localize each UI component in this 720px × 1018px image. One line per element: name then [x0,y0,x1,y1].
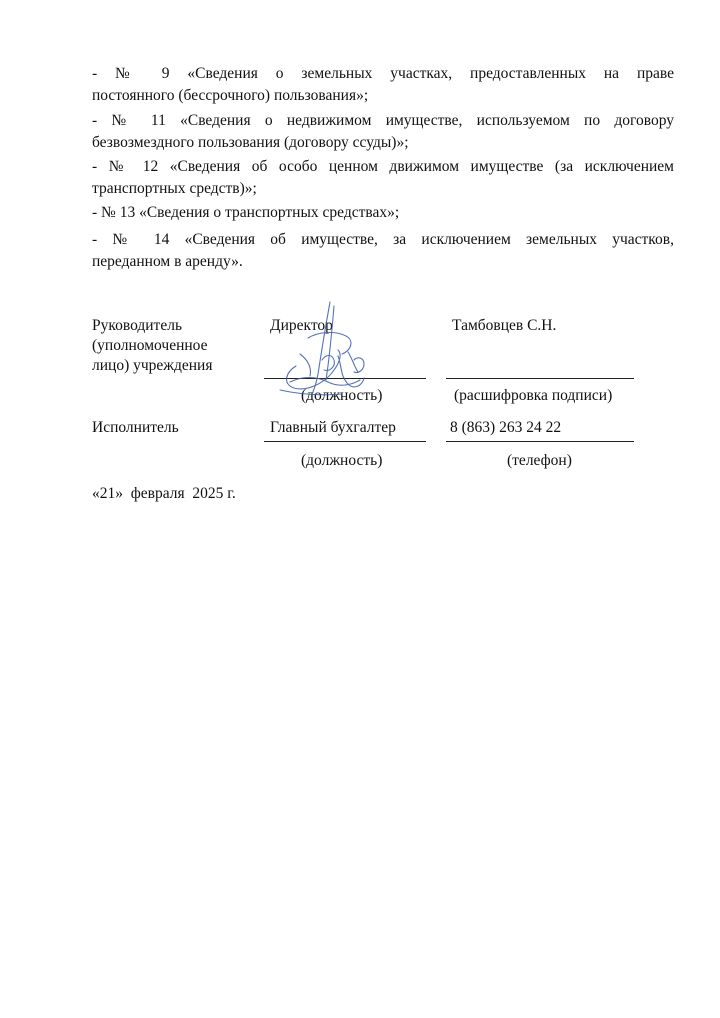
list-item-14-line2: переданном в аренду». [92,253,243,270]
handwritten-signature [268,296,388,406]
head-label-line2: (уполномоченное [92,337,208,354]
document-date: «21» февраля 2025 г. [92,485,236,502]
head-label-line3: лицо) учреждения [92,357,213,374]
list-item-12 [92,156,674,200]
list-item-12-line1: - № 12 «Сведения об особо ценном движимом имуществе (за исключением [92,158,674,175]
head-position: Директор [270,317,333,334]
list-item-9-line1: - № 9 «Сведения о земельных участках, предоставленных на праве [92,65,674,82]
executor-position-caption: (должность) [301,452,383,469]
list-item-11-line1: - № 11 «Сведения о недвижимом имуществе, используемом по договору [92,112,674,129]
decoding-caption: (расшифровка подписи) [454,387,613,404]
executor-label: Исполнитель [92,419,179,436]
phone-caption: (телефон) [507,452,572,469]
executor-position-underline [264,441,426,442]
list-item-12-line2: транспортных средств)»; [92,180,257,197]
decoding-underline [446,378,634,379]
list-item-14-line1: - № 14 «Сведения об имуществе, за исключением земельных участков, [92,231,674,248]
list-item-9-line2: постоянного (бессрочного) пользования»; [92,87,369,104]
executor-position: Главный бухгалтер [270,419,396,436]
list-item-11-line2: безвозмездного пользования (договору ссуды)»; [92,134,409,151]
list-item-14 [92,229,674,273]
list-item-9 [92,63,674,107]
executor-phone: 8 (863) 263 24 22 [450,419,562,436]
executor-phone-underline [446,441,634,442]
list-item-13-line1: - № 13 «Сведения о транспортных средствах»; [92,204,400,221]
list-item-11 [92,110,674,154]
position-caption: (должность) [301,387,383,404]
head-name: Тамбовцев С.Н. [452,317,557,334]
head-label-line1: Руководитель [92,317,183,334]
list-item-13 [92,202,674,224]
